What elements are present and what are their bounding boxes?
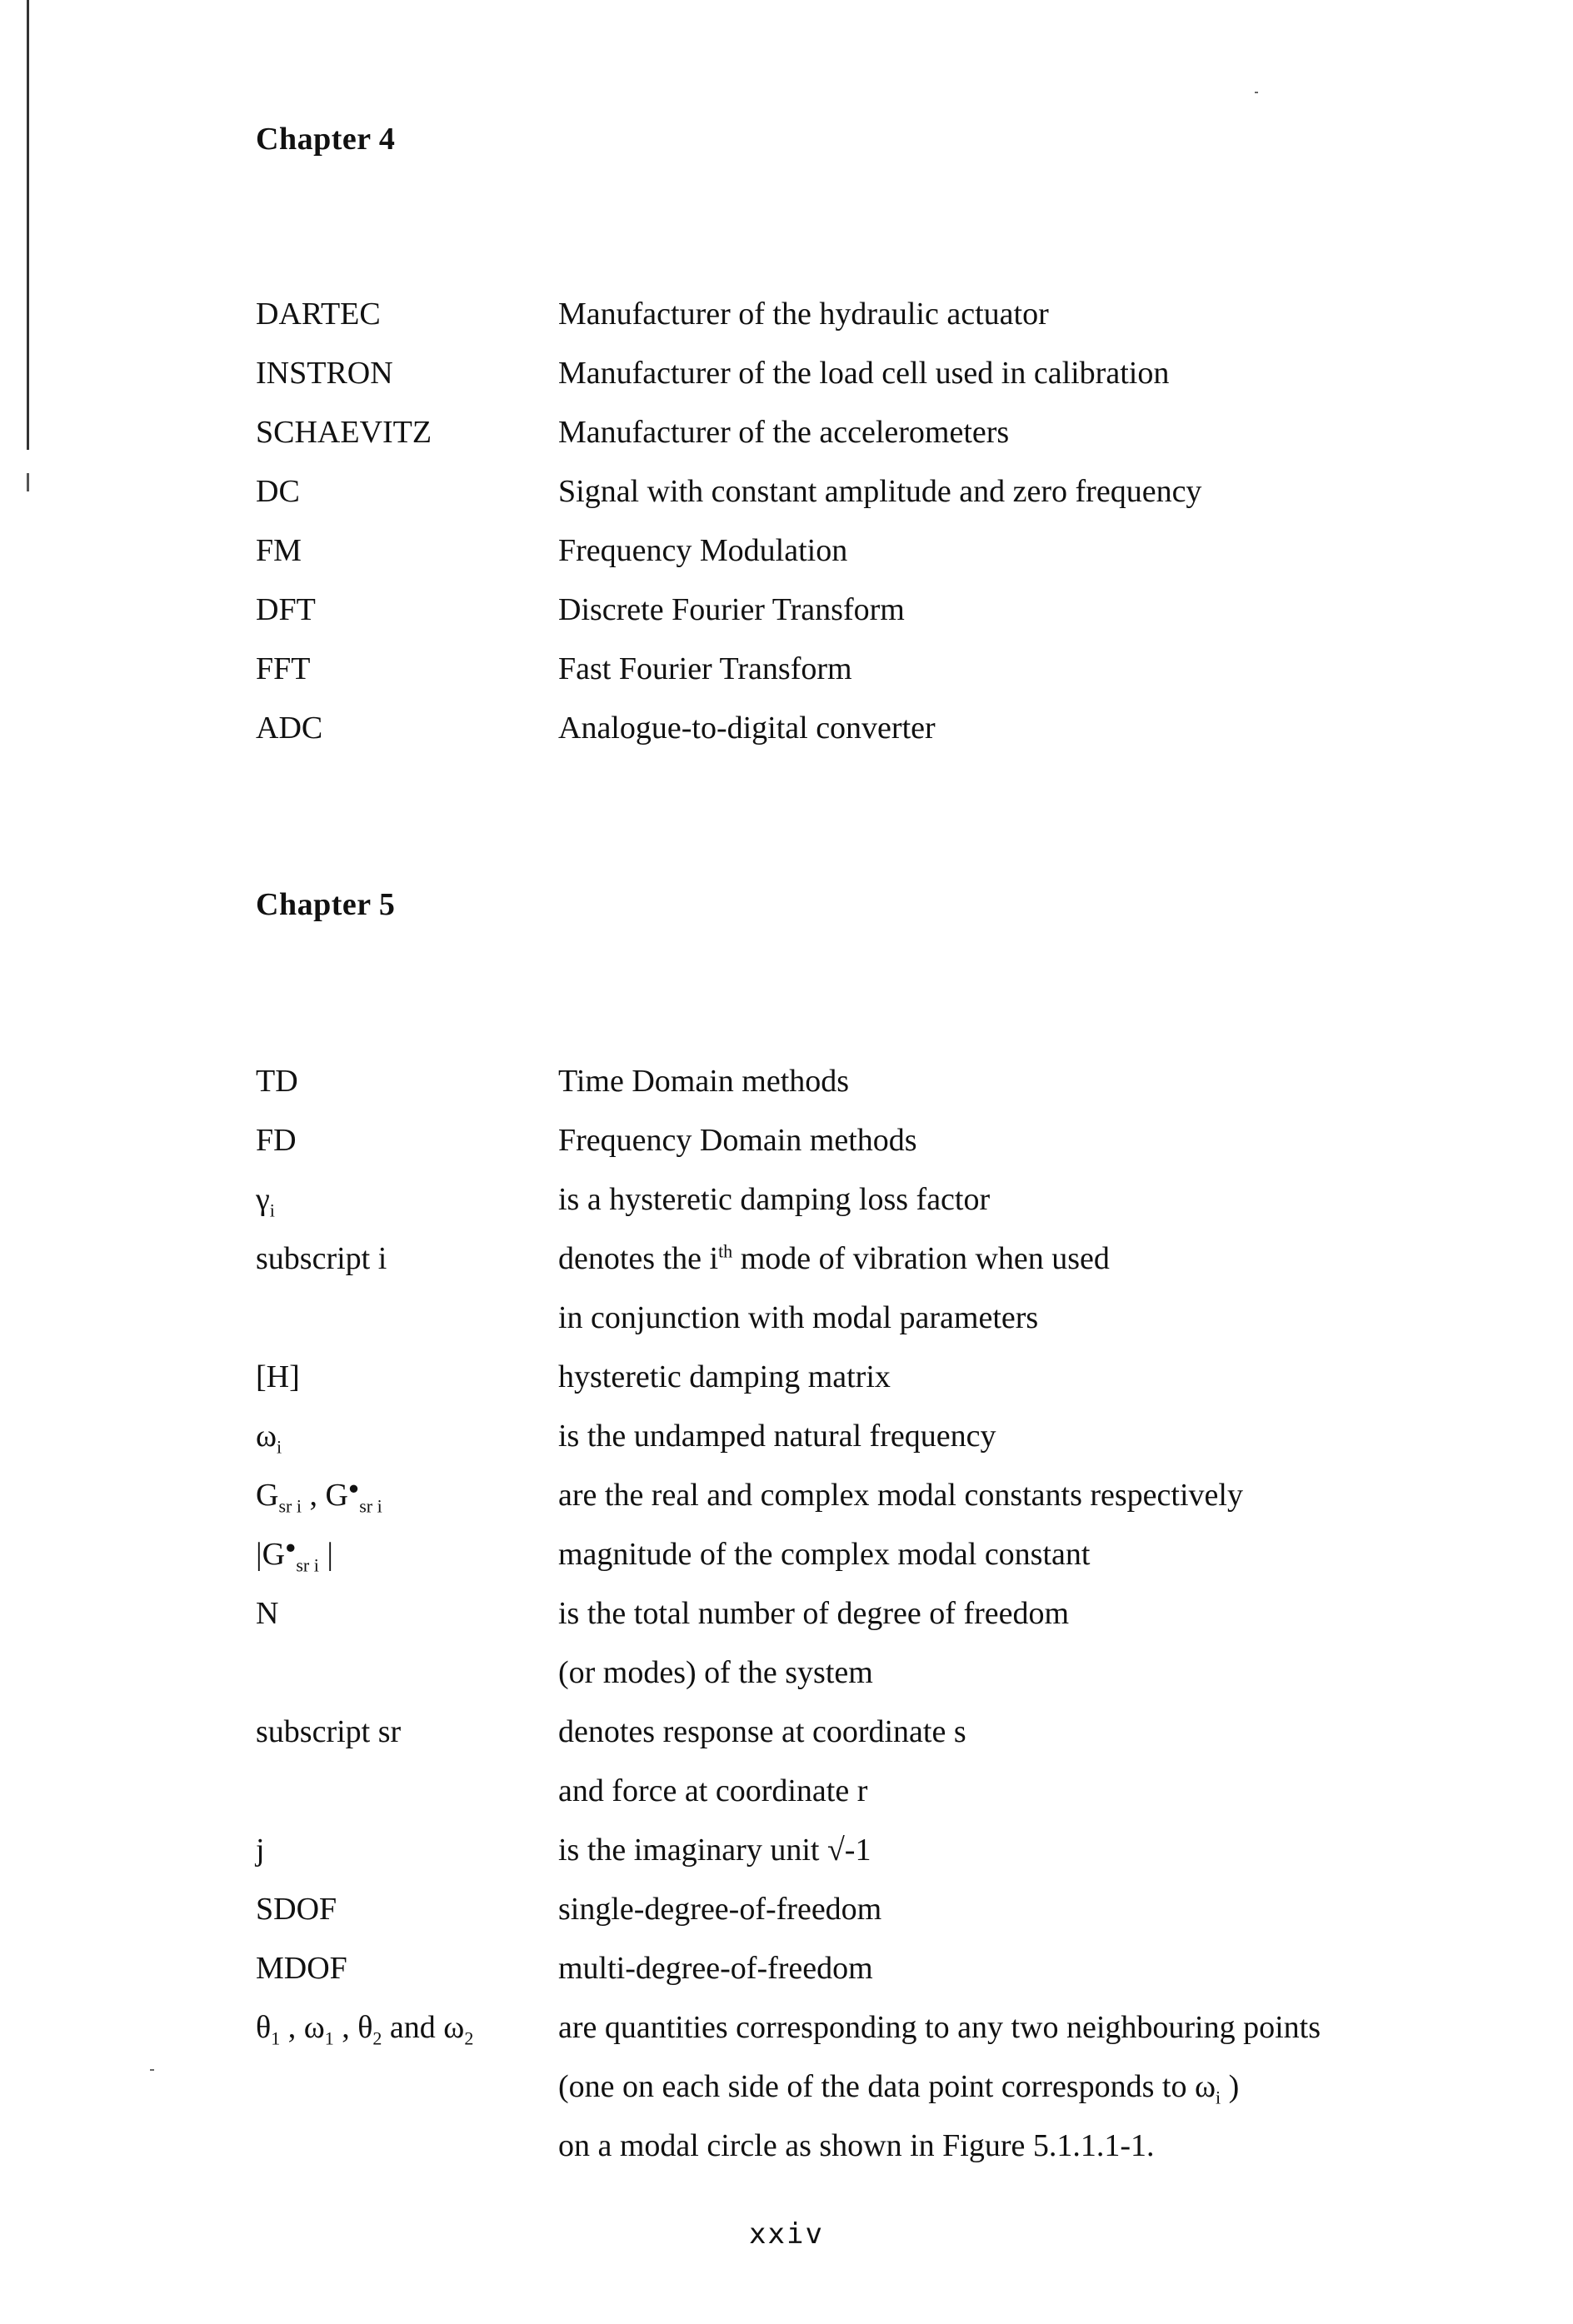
glossary-description: Discrete Fourier Transform [558,592,905,627]
glossary-row [0,1654,1573,1713]
glossary-row [0,1536,1573,1594]
glossary-term: subscript sr [256,1714,402,1749]
glossary-row [0,1713,1573,1772]
glossary-term: DFT [256,592,316,627]
glossary-row [0,1063,1573,1121]
glossary-term: subscript i [256,1241,387,1276]
glossary-description: denotes the $i^{th}$ mode of vibration when used [558,1240,1110,1276]
glossary-description: (or modes) of the system [558,1655,873,1690]
chapter-4-heading: Chapter 4 [256,122,396,157]
glossary-row [0,1477,1573,1535]
glossary-row [0,355,1573,413]
glossary-term: $\omega_i$ [256,1419,282,1458]
glossary-description: Frequency Domain methods [558,1123,917,1158]
glossary-row [0,532,1573,591]
chapter-5-heading: Chapter 5 [256,887,396,922]
glossary-term: FD [256,1123,297,1158]
glossary-term: SCHAEVITZ [256,415,432,450]
glossary-description: single-degree-of-freedom [558,1892,882,1927]
glossary-description: multi-degree-of-freedom [558,1951,873,1986]
glossary-row [0,296,1573,354]
glossary-description: Signal with constant amplitude and zero frequency [558,474,1202,509]
glossary-description: (one on each side of the data point corresponds to $\omega_i$ ) [558,2069,1240,2108]
glossary-term: SDOF [256,1892,337,1927]
glossary-row [0,710,1573,768]
glossary-term: MDOF [256,1951,347,1986]
glossary-term: $G_{sr i}$ , $G^●_{sr i}$ [256,1477,382,1517]
glossary-row [0,414,1573,472]
glossary-description: and force at coordinate r [558,1773,868,1808]
glossary-description: Fast Fourier Transform [558,651,852,686]
glossary-term: TD [256,1064,298,1099]
glossary-row [0,1240,1573,1299]
glossary-description: hysteretic damping matrix [558,1359,891,1394]
glossary-term: $|G^●_{sr i}$ | [256,1536,333,1576]
glossary-row [0,1359,1573,1417]
glossary-description: are quantities corresponding to any two neighbouring points [558,2010,1321,2045]
glossary-term: j [256,1833,265,1868]
glossary-term: $\gamma_i$ [256,1182,275,1221]
glossary-row [0,651,1573,709]
glossary-term: FM [256,533,302,568]
glossary-row [0,2068,1573,2127]
glossary-description: Manufacturer of the hydraulic actuator [558,297,1049,332]
glossary-term: INSTRON [256,356,393,391]
glossary-term: DARTEC [256,297,381,332]
glossary-term: FFT [256,651,311,686]
glossary-term: ADC [256,711,323,746]
glossary-row [0,591,1573,650]
glossary-row [0,1891,1573,1949]
glossary-row [0,1181,1573,1239]
glossary-description: Manufacturer of the accelerometers [558,415,1010,450]
glossary-row [0,2127,1573,2186]
glossary-row [0,1299,1573,1358]
glossary-row [0,1595,1573,1653]
glossary-term: $\theta_1$ , $\omega_1$ , $\theta_2$ and $\omega_2$ [256,2010,474,2049]
glossary-row [0,473,1573,531]
glossary-description: magnitude of the complex modal constant [558,1537,1091,1572]
glossary-description: is the imaginary unit √-1 [558,1833,871,1868]
glossary-term: [H] [256,1359,300,1394]
glossary-row [0,1122,1573,1180]
glossary-row [0,1418,1573,1476]
glossary-description: Time Domain methods [558,1064,850,1099]
glossary-description: Frequency Modulation [558,533,848,568]
glossary-description: is the total number of degree of freedom [558,1596,1070,1631]
glossary-description: denotes response at coordinate s [558,1714,966,1749]
glossary-description: is the undamped natural frequency [558,1419,996,1454]
glossary-row [0,1773,1573,1831]
glossary-description: Manufacturer of the load cell used in calibration [558,356,1170,391]
page-number: xxiv [749,2217,824,2251]
glossary-row [0,1950,1573,2008]
glossary-row [0,2009,1573,2067]
glossary-description: is a hysteretic damping loss factor [558,1182,991,1217]
glossary-description: are the real and complex modal constants respectively [558,1478,1243,1513]
glossary-term: N [256,1596,279,1631]
scan-speck [1255,92,1258,93]
glossary-description: on a modal circle as shown in Figure 5.1.1.1-1. [558,2128,1155,2163]
glossary-row [0,1832,1573,1890]
glossary-term: DC [256,474,300,509]
glossary-description: in conjunction with modal parameters [558,1300,1039,1335]
glossary-description: Analogue-to-digital converter [558,711,936,746]
